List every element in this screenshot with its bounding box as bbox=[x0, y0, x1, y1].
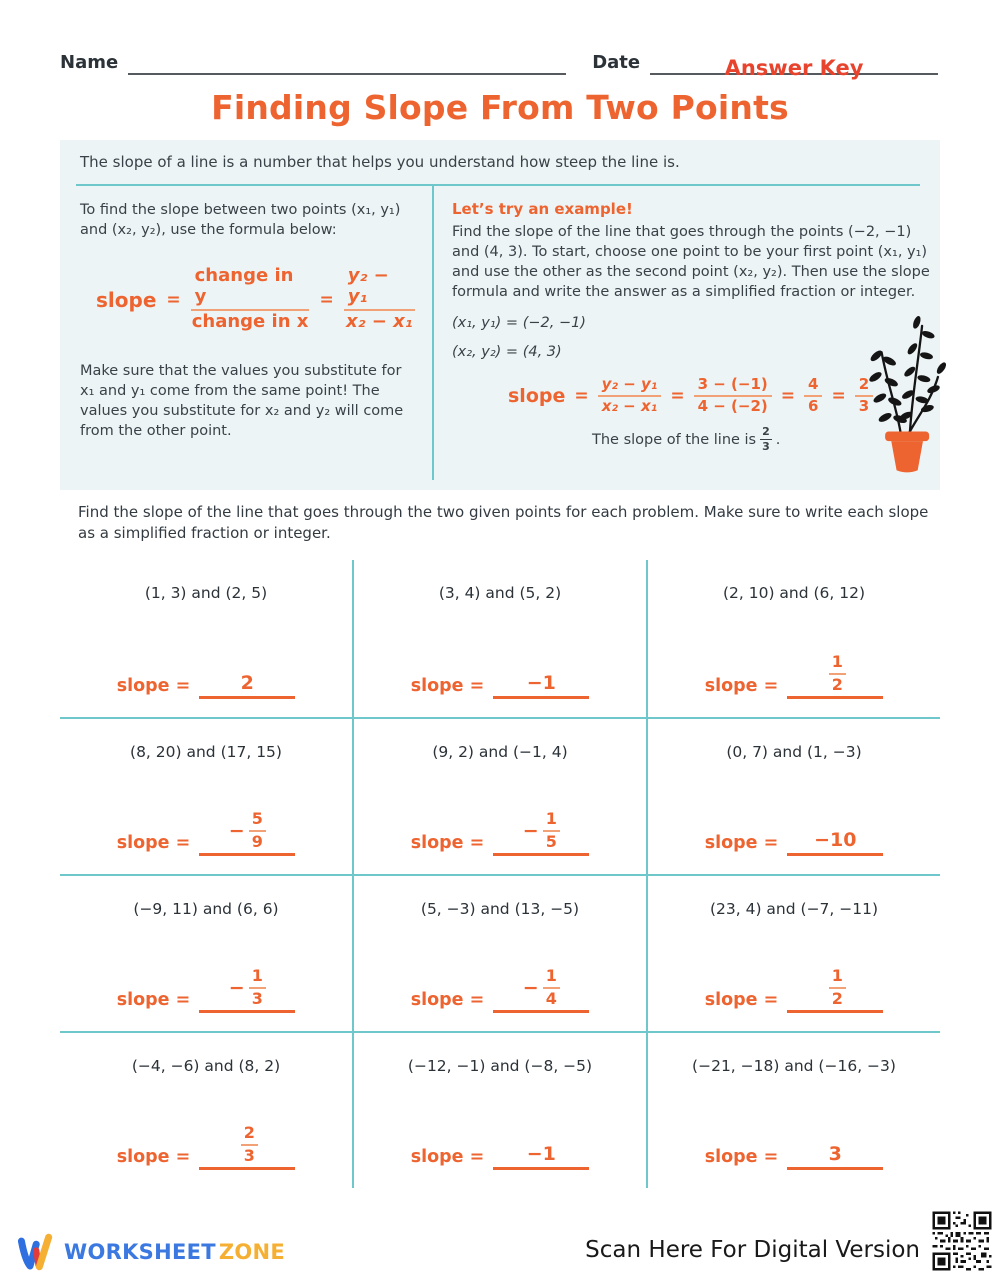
example-point-2: (x₂, y₂) = (4, 3) bbox=[452, 344, 562, 360]
answer-numerator: 1 bbox=[829, 653, 846, 674]
slope-label: slope = bbox=[410, 676, 485, 696]
problem-points: (1, 3) and (2, 5) bbox=[144, 584, 268, 602]
slope-label: slope = bbox=[704, 1147, 779, 1167]
answer-row bbox=[648, 653, 940, 699]
equals-sign: = bbox=[670, 385, 685, 406]
calc-f3-num: 4 bbox=[804, 376, 822, 397]
slope-label: slope = bbox=[116, 1147, 191, 1167]
answer-blank bbox=[787, 967, 883, 1013]
answer-row bbox=[648, 967, 940, 1013]
intro-box bbox=[60, 140, 940, 490]
date-blank-line bbox=[650, 53, 938, 80]
problems-grid bbox=[60, 560, 940, 1188]
slope-label: slope = bbox=[116, 833, 191, 853]
name-date-row bbox=[60, 52, 938, 80]
slope-label: slope = bbox=[410, 833, 485, 853]
answer-numerator: 1 bbox=[829, 967, 846, 988]
answer-blank bbox=[787, 1143, 883, 1170]
answer-numerator: 1 bbox=[249, 967, 266, 988]
answer-value: 3 bbox=[828, 1143, 842, 1165]
problem-cell-9 bbox=[648, 876, 940, 1031]
x2-minus-x1: x₂ − x₁ bbox=[346, 311, 413, 333]
slope-label: slope = bbox=[410, 990, 485, 1010]
answer-numerator: 5 bbox=[249, 810, 266, 831]
worksheetzone-logo bbox=[16, 1231, 285, 1273]
plant-illustration bbox=[864, 295, 952, 487]
answer-blank bbox=[199, 672, 295, 699]
answer-blank bbox=[493, 1143, 589, 1170]
formula-intro: To find the slope between two points (x₁, y₁) and (x₂, y₂), use the formula below: bbox=[80, 202, 401, 238]
answer-fraction bbox=[523, 967, 560, 1010]
variable-fraction bbox=[344, 266, 415, 333]
page-title: Finding Slope From Two Points bbox=[211, 88, 789, 127]
calc-variable-fraction bbox=[598, 376, 662, 416]
answer-row bbox=[354, 810, 646, 856]
conclusion-num: 2 bbox=[760, 426, 772, 441]
change-fraction bbox=[191, 266, 310, 333]
answer-denominator: 5 bbox=[545, 831, 557, 851]
problem-points: (0, 7) and (1, −3) bbox=[726, 743, 862, 761]
brand-text bbox=[64, 1240, 285, 1264]
vertical-divider bbox=[432, 184, 434, 480]
problem-points: (9, 2) and (−1, 4) bbox=[432, 743, 568, 761]
problem-cell-11 bbox=[352, 1033, 648, 1188]
equals-sign: = bbox=[574, 385, 589, 406]
answer-value: −1 bbox=[526, 672, 556, 694]
answer-denominator: 2 bbox=[831, 988, 843, 1008]
equals-sign: = bbox=[831, 385, 846, 406]
problem-points: (−12, −1) and (−8, −5) bbox=[407, 1057, 593, 1075]
horizontal-divider bbox=[76, 184, 920, 186]
answer-row bbox=[60, 967, 352, 1013]
problem-points: (3, 4) and (5, 2) bbox=[438, 584, 562, 602]
answer-denominator: 3 bbox=[243, 1145, 255, 1165]
problem-row bbox=[60, 874, 940, 1031]
problem-cell-10 bbox=[60, 1033, 352, 1188]
example-column bbox=[452, 200, 930, 454]
calc-f2-num: 3 − (−1) bbox=[694, 376, 772, 397]
answer-fraction bbox=[237, 1124, 258, 1167]
calc-slope-word: slope bbox=[508, 384, 566, 407]
example-heading: Let’s try an example! bbox=[452, 200, 633, 218]
fraction-sign: − bbox=[228, 976, 245, 999]
answer-value: 2 bbox=[240, 672, 254, 694]
equals-sign: = bbox=[780, 385, 796, 406]
problem-cell-2 bbox=[352, 560, 648, 717]
problem-row bbox=[60, 560, 940, 717]
worksheet-instructions: Find the slope of the line that goes through the two given points for each problem. Make sure to write each slope as a simplified fraction or integer. bbox=[78, 503, 929, 542]
slope-formula bbox=[96, 266, 415, 333]
brand-zone: ZONE bbox=[218, 1240, 286, 1264]
answer-blank bbox=[493, 967, 589, 1013]
fraction-sign: − bbox=[522, 819, 539, 842]
answer-denominator: 3 bbox=[251, 988, 263, 1008]
slope-label: slope = bbox=[410, 1147, 485, 1167]
answer-fraction bbox=[229, 967, 266, 1010]
problem-points: (−4, −6) and (8, 2) bbox=[131, 1057, 281, 1075]
answer-denominator: 9 bbox=[251, 831, 263, 851]
answer-blank bbox=[199, 967, 295, 1013]
conclusion-text: The slope of the line is bbox=[592, 431, 757, 448]
answer-row bbox=[648, 1143, 940, 1170]
problem-row bbox=[60, 717, 940, 874]
problem-points: (23, 4) and (−7, −11) bbox=[709, 900, 879, 918]
answer-blank bbox=[493, 672, 589, 699]
answer-numerator: 1 bbox=[543, 967, 560, 988]
equals-sign: = bbox=[319, 289, 334, 310]
answer-value: −1 bbox=[526, 1143, 556, 1165]
answer-row bbox=[354, 967, 646, 1013]
answer-blank bbox=[787, 829, 883, 856]
change-in-x: change in x bbox=[191, 311, 309, 333]
answer-fraction bbox=[825, 653, 846, 696]
conclusion-period: . bbox=[775, 431, 781, 448]
formula-column bbox=[80, 200, 415, 441]
qr-code bbox=[930, 1209, 994, 1273]
answer-row bbox=[354, 1143, 646, 1170]
problem-cell-12 bbox=[648, 1033, 940, 1188]
calc-f2-den: 4 − (−2) bbox=[697, 397, 768, 416]
example-body: Find the slope of the line that goes through the points (−2, −1) and (4, 3). To start, choose one point to be your first point (x₁, y₁) and use the other as the second point (x₂, y₂). Then use the slope formula and write the answer as a simplified fraction or integer. bbox=[452, 224, 930, 300]
problem-points: (5, −3) and (13, −5) bbox=[420, 900, 580, 918]
example-point-1: (x₁, y₁) = (−2, −1) bbox=[452, 315, 586, 331]
fraction-sign: − bbox=[522, 976, 539, 999]
calc-f1-den: x₂ − x₁ bbox=[601, 397, 658, 416]
answer-row bbox=[60, 672, 352, 699]
scan-caption: Scan Here For Digital Version bbox=[585, 1237, 920, 1263]
calc-substituted-fraction bbox=[694, 376, 772, 416]
answer-row bbox=[60, 810, 352, 856]
answer-key-text: Answer Key bbox=[724, 56, 864, 80]
date-label: Date bbox=[592, 52, 641, 73]
problem-points: (8, 20) and (17, 15) bbox=[130, 743, 282, 761]
answer-fraction bbox=[825, 967, 846, 1010]
intro-lead: The slope of a line is a number that helps you understand how steep the line is. bbox=[80, 153, 680, 171]
answer-blank bbox=[493, 810, 589, 856]
formula-slope-word: slope bbox=[96, 287, 157, 312]
calc-raw-fraction bbox=[804, 376, 822, 416]
problem-points: (2, 10) and (6, 12) bbox=[722, 584, 866, 602]
answer-blank bbox=[787, 653, 883, 699]
conclusion-den: 3 bbox=[762, 440, 770, 454]
slope-label: slope = bbox=[116, 990, 191, 1010]
problem-cell-5 bbox=[352, 719, 648, 874]
calc-f4-num: 2 bbox=[855, 376, 873, 397]
answer-denominator: 2 bbox=[831, 674, 843, 694]
answer-blank bbox=[199, 1124, 295, 1170]
problem-cell-8 bbox=[352, 876, 648, 1031]
conclusion-fraction bbox=[760, 426, 772, 454]
equals-sign: = bbox=[166, 289, 181, 310]
answer-blank bbox=[199, 810, 295, 856]
answer-row bbox=[60, 1124, 352, 1170]
calc-f3-den: 6 bbox=[808, 397, 819, 416]
answer-numerator: 1 bbox=[543, 810, 560, 831]
problem-cell-4 bbox=[60, 719, 352, 874]
answer-row bbox=[354, 672, 646, 699]
problem-cell-1 bbox=[60, 560, 352, 717]
name-blank-line bbox=[128, 53, 566, 75]
name-label: Name bbox=[60, 52, 119, 73]
worksheetzone-logo-icon bbox=[16, 1231, 58, 1273]
answer-fraction bbox=[523, 810, 560, 853]
slope-label: slope = bbox=[704, 676, 779, 696]
calc-f1-num: y₂ − y₁ bbox=[598, 376, 662, 397]
problem-cell-6 bbox=[648, 719, 940, 874]
answer-value: −10 bbox=[814, 829, 857, 851]
fraction-sign: − bbox=[228, 819, 245, 842]
problem-cell-7 bbox=[60, 876, 352, 1031]
problem-points: (−21, −18) and (−16, −3) bbox=[692, 1057, 896, 1075]
answer-row bbox=[648, 829, 940, 856]
problem-points: (−9, 11) and (6, 6) bbox=[133, 900, 279, 918]
brand-worksheet: WORKSHEET bbox=[64, 1240, 216, 1264]
answer-fraction bbox=[229, 810, 266, 853]
y2-minus-y1: y₂ − y₁ bbox=[344, 266, 415, 311]
change-in-y: change in y bbox=[191, 266, 310, 311]
answer-numerator: 2 bbox=[241, 1124, 258, 1145]
substitute-note: Make sure that the values you substitute for x₁ and y₁ come from the same point! The values you substitute for x₂ and y₂ will come from the other point. bbox=[80, 363, 404, 440]
slope-label: slope = bbox=[704, 833, 779, 853]
slope-label: slope = bbox=[704, 990, 779, 1010]
answer-denominator: 4 bbox=[545, 988, 557, 1008]
problem-cell-3 bbox=[648, 560, 940, 717]
problem-row bbox=[60, 1031, 940, 1188]
calc-f4-den: 3 bbox=[858, 397, 870, 416]
slope-label: slope = bbox=[116, 676, 191, 696]
